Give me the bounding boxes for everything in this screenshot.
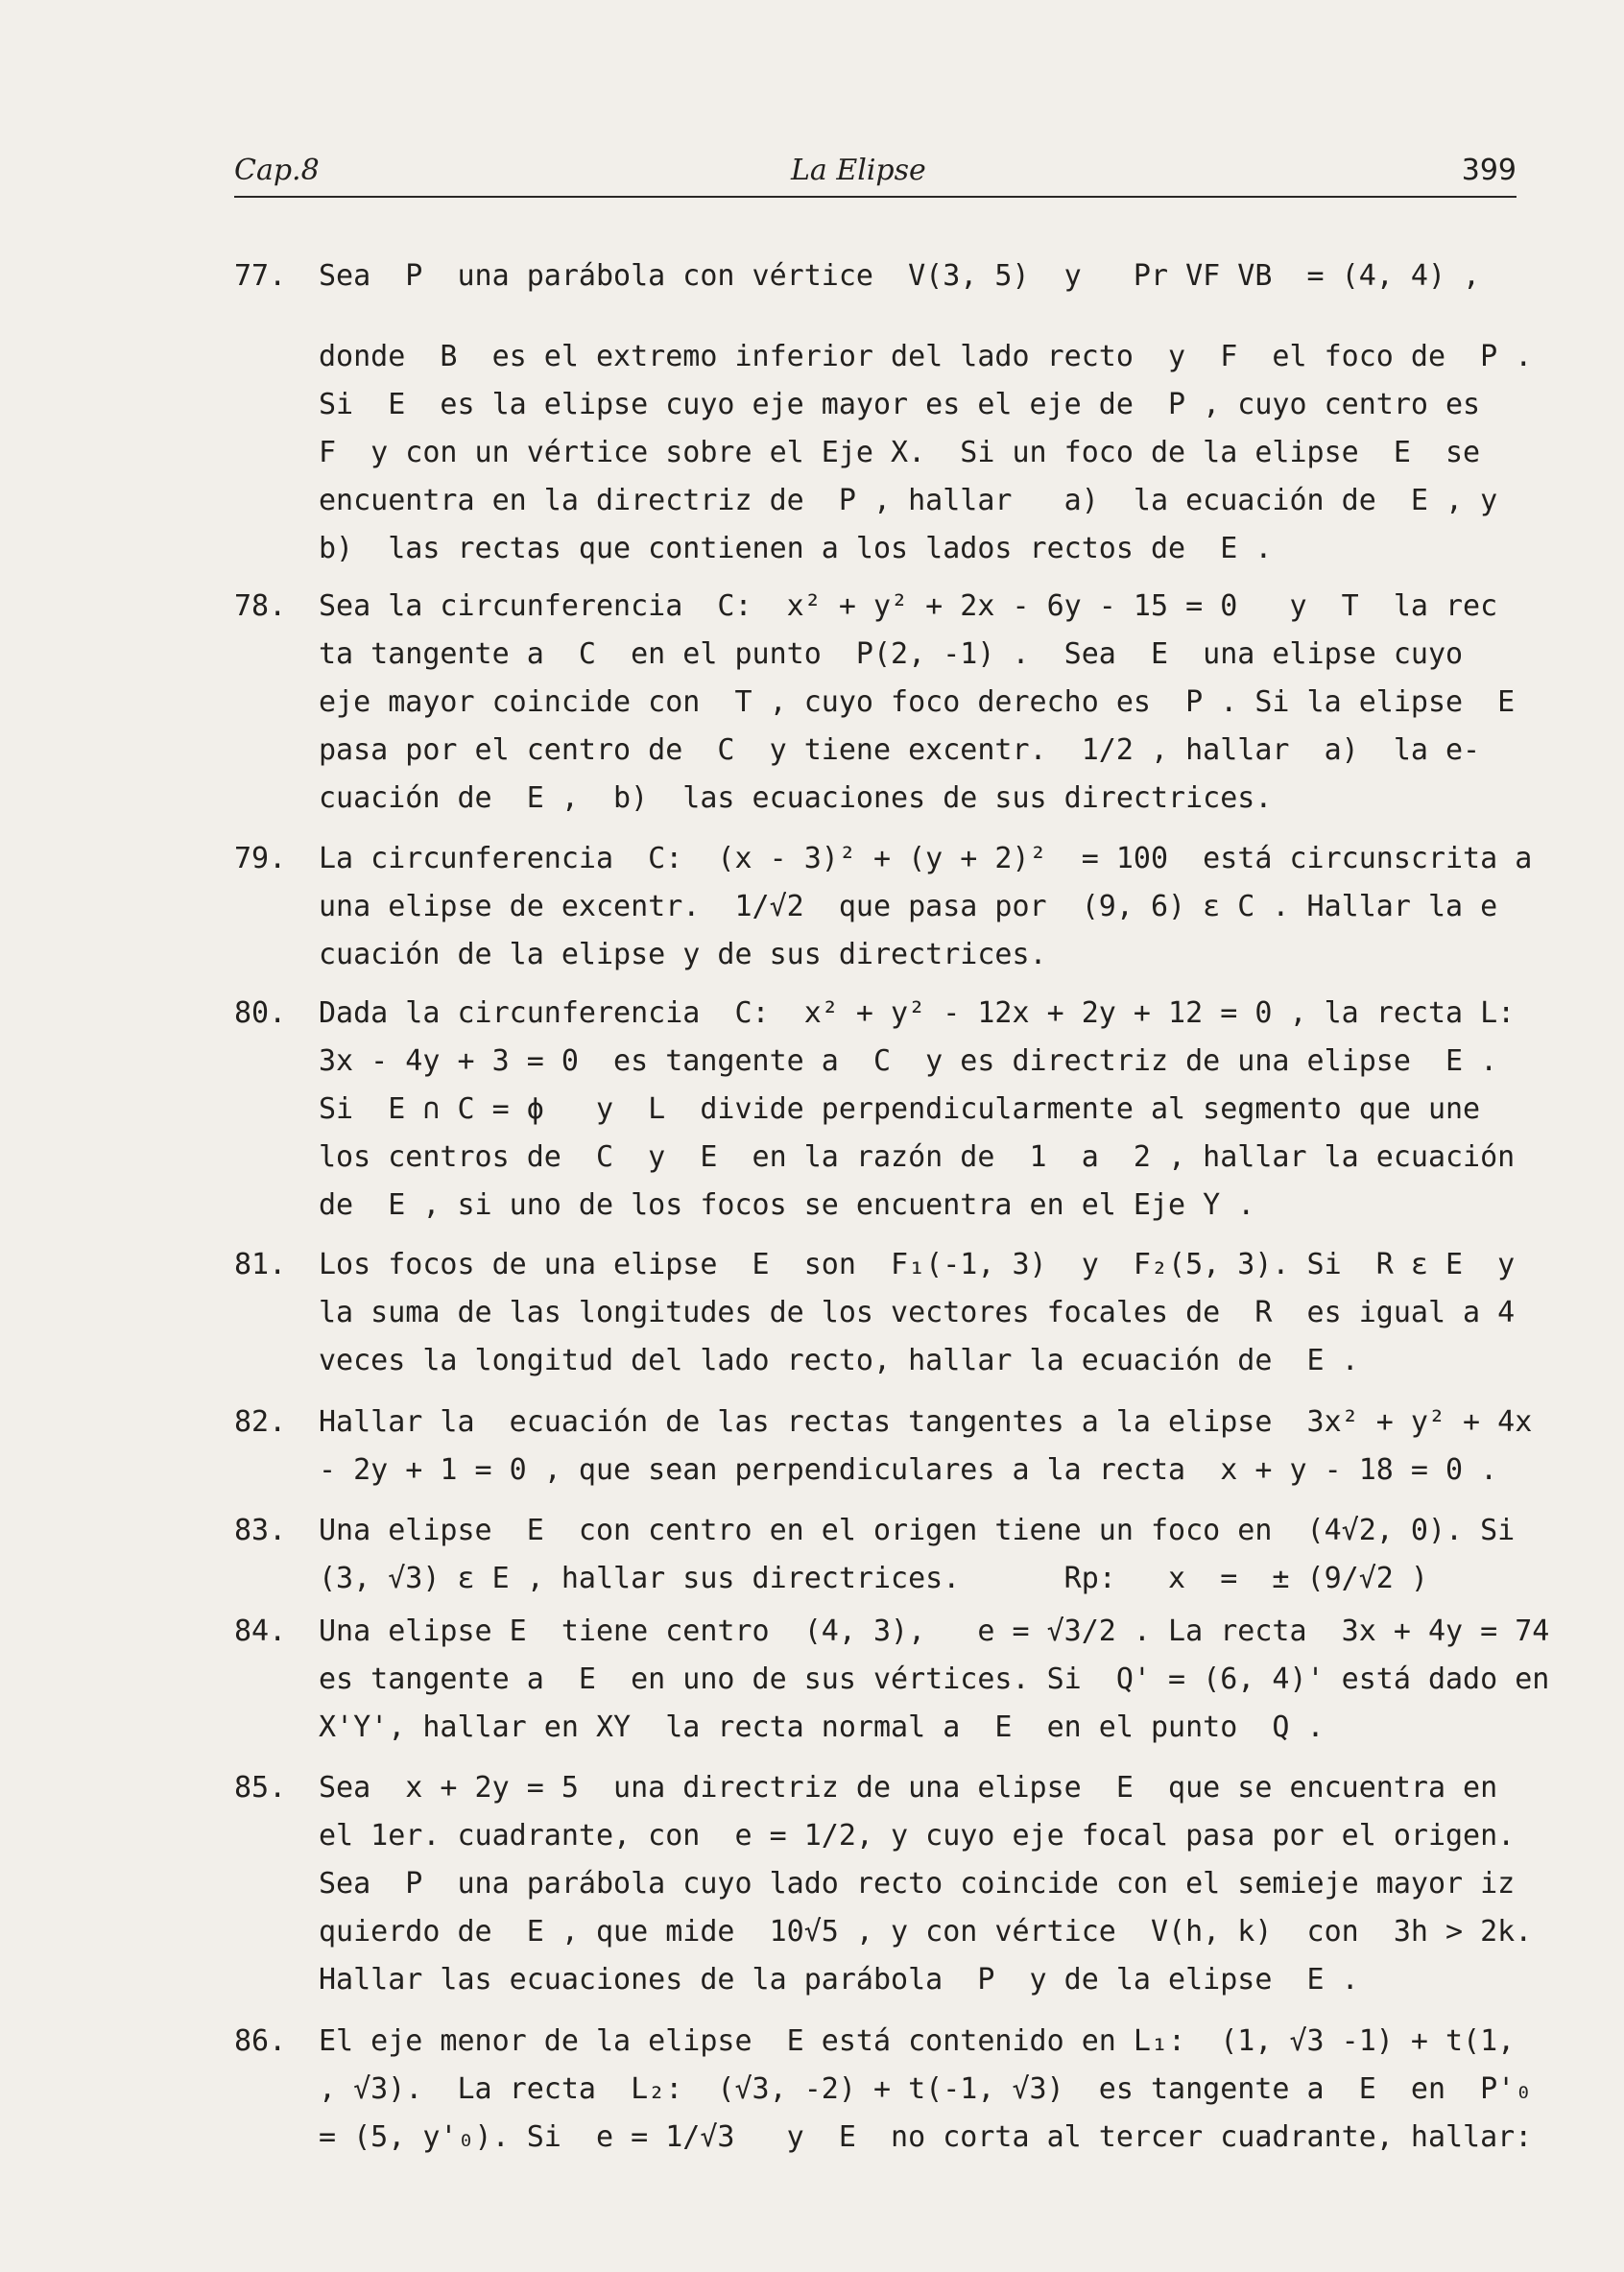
problem-line: - 2y + 1 = 0 , que sean perpendiculares a la recta x + y - 18 = 0 . [319,1453,1498,1487]
problem-line: es tangente a E en uno de sus vértices. Si Q' = (6, 4)' está dado en [319,1662,1550,1696]
problem-line: Si E ∩ C = ϕ y L divide perpendicularmente al segmento que une [319,1092,1481,1126]
page-header [234,154,1517,196]
problem-line: ta tangente a C en el punto P(2, -1) . Sea E una elipse cuyo [319,637,1464,671]
problem-line: Hallar las ecuaciones de la parábola P y de la elipse E . [319,1963,1359,1997]
problem-line: Si E es la elipse cuyo eje mayor es el eje de P , cuyo centro es [319,388,1481,421]
problem-line: Los focos de una elipse E son F₁(-1, 3) y F₂(5, 3). Si R ε E y [319,1248,1516,1281]
problem-line: los centros de C y E en la razón de 1 a 2 , hallar la ecuación [319,1140,1516,1174]
problem-line: Una elipse E tiene centro (4, 3), e = √3/2 . La recta 3x + 4y = 74 [319,1614,1550,1648]
problem-number: 77. [234,259,287,293]
problem-line: veces la longitud del lado recto, hallar la ecuación de E . [319,1344,1359,1377]
problem-number: 81. [234,1248,287,1281]
problem-number: 86. [234,2024,287,2058]
problem-line: , √3). La recta L₂: (√3, -2) + t(-1, √3) es tangente a E en P'₀ [319,2072,1533,2106]
problem-line: Sea x + 2y = 5 una directriz de una elipse E que se encuentra en [319,1771,1498,1805]
problem-line: cuación de la elipse y de sus directrices. [319,938,1047,971]
chapter-title: La Elipse [791,154,926,187]
problem-line: F y con un vértice sobre el Eje X. Si un foco de la elipse E se [319,436,1481,469]
problem-line: Sea la circunferencia C: x² + y² + 2x - 6y - 15 = 0 y T la rec [319,589,1498,623]
problem-line: donde B es el extremo inferior del lado recto y F el foco de P . [319,340,1533,373]
problem-line: la suma de las longitudes de los vectores focales de R es igual a 4 [319,1296,1516,1329]
problem-number: 83. [234,1514,287,1547]
problem-line: Hallar la ecuación de las rectas tangentes a la elipse 3x² + y² + 4x [319,1405,1533,1439]
problem-number: 85. [234,1771,287,1805]
problem-line: = (5, y'₀). Si e = 1/√3 y E no corta al tercer cuadrante, hallar: [319,2120,1533,2154]
problem-line: Una elipse E con centro en el origen tiene un foco en (4√2, 0). Si [319,1514,1516,1547]
problem-number: 82. [234,1405,287,1439]
problem-number: 79. [234,842,287,875]
problem-number: 78. [234,589,287,623]
chapter-label: Cap.8 [234,154,320,187]
problem-line: Sea P una parábola con vértice V(3, 5) y Pr VF VB = (4, 4) , [319,259,1481,293]
problem-number: 80. [234,996,287,1030]
problem-line: X'Y', hallar en XY la recta normal a E en el punto Q . [319,1710,1325,1744]
problem-line: El eje menor de la elipse E está contenido en L₁: (1, √3 -1) + t(1, [319,2024,1516,2058]
header-divider [234,196,1517,198]
problem-line: una elipse de excentr. 1/√2 que pasa por (9, 6) ε C . Hallar la e [319,890,1498,923]
problem-line: encuentra en la directriz de P , hallar a) la ecuación de E , y [319,484,1498,517]
problem-line: (3, √3) ε E , hallar sus directrices. Rp: x = ± (9/√2 ) [319,1562,1428,1595]
problem-line: pasa por el centro de C y tiene excentr. 1/2 , hallar a) la e- [319,733,1481,767]
problem-line: b) las rectas que contienen a los lados rectos de E . [319,532,1273,565]
problem-line: quierdo de E , que mide 10√5 , y con vértice V(h, k) con 3h > 2k. [319,1915,1533,1949]
problem-line: Dada la circunferencia C: x² + y² - 12x + 2y + 12 = 0 , la recta L: [319,996,1516,1030]
problem-line: cuación de E , b) las ecuaciones de sus directrices. [319,781,1273,815]
problem-line: el 1er. cuadrante, con e = 1/2, y cuyo eje focal pasa por el origen. [319,1819,1516,1853]
page-number: 399 [1461,154,1517,187]
problem-line: eje mayor coincide con T , cuyo foco derecho es P . Si la elipse E [319,685,1516,719]
problem-line: La circunferencia C: (x - 3)² + (y + 2)² = 100 está circunscrita a [319,842,1533,875]
problem-line: de E , si uno de los focos se encuentra en el Eje Y . [319,1188,1255,1222]
problem-line: Sea P una parábola cuyo lado recto coincide con el semieje mayor iz [319,1867,1516,1901]
problem-line: 3x - 4y + 3 = 0 es tangente a C y es directriz de una elipse E . [319,1044,1498,1078]
problem-number: 84. [234,1614,287,1648]
